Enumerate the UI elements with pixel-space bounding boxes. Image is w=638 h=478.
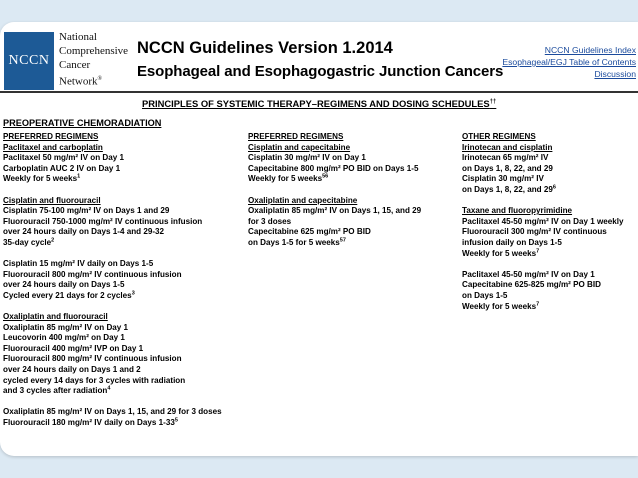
- regimen-block: [462, 206, 624, 259]
- dosing-text: Fluorouracil 800 mg/m² IV continuous infusion: [3, 269, 182, 279]
- dosing-text: Fluorouracil 180 mg/m² IV daily on Days 1-33: [3, 418, 175, 428]
- logo-wordmark: [59, 30, 128, 89]
- dosing-line: [248, 238, 421, 249]
- dosing-line: [3, 270, 222, 281]
- dosing-line: [3, 344, 222, 355]
- dosing-line: [3, 291, 222, 302]
- dosing-text: Paclitaxel 45-50 mg/m² IV on Day 1 weekly: [462, 216, 624, 226]
- column-heading: OTHER REGIMENS: [462, 132, 536, 141]
- dosing-line: [462, 153, 624, 164]
- regimen-block: [3, 196, 222, 249]
- dosing-text: on Days 1-5: [462, 290, 508, 300]
- dosing-text: Weekly for 5 weeks: [462, 301, 537, 311]
- dosing-line: [3, 376, 222, 387]
- dosing-line: [3, 280, 222, 291]
- regimen-block: [248, 196, 421, 249]
- dosing-text: Cisplatin 75-100 mg/m² IV on Days 1 and 29: [3, 206, 170, 216]
- footnote-ref: 4: [107, 385, 111, 392]
- dosing-line: [248, 174, 421, 185]
- dosing-text: Weekly for 5 weeks: [462, 248, 537, 258]
- dosing-text: Fluorouracil 800 mg/m² IV continuous infusion: [3, 354, 182, 364]
- registered-mark: ®: [97, 76, 103, 82]
- dosing-line: [3, 354, 222, 365]
- logo-line: Cancer: [59, 59, 91, 71]
- footnote-ref: 6: [552, 184, 556, 191]
- regimen-column-2: [248, 132, 421, 259]
- dosing-line: [462, 174, 624, 185]
- dosing-text: over 24 hours daily on Days 1-4 and 29-32: [3, 227, 165, 237]
- logo-line: Comprehensive: [59, 45, 129, 57]
- dosing-line: [462, 227, 624, 238]
- section-title-text: PRINCIPLES OF SYSTEMIC THERAPY–REGIMENS AND DOSING SCHEDULES: [142, 98, 490, 109]
- dosing-line: [3, 153, 222, 164]
- dosing-text: Cisplatin 30 mg/m² IV: [462, 174, 544, 184]
- dosing-text: Weekly for 5 weeks: [248, 174, 323, 184]
- dosing-text: Irinotecan 65 mg/m² IV: [462, 153, 549, 163]
- regimen-name: Paclitaxel and carboplatin: [3, 142, 103, 152]
- footnote-ref: 2: [51, 237, 55, 244]
- regimen-column-1: [3, 132, 222, 439]
- nav-links: [502, 44, 636, 80]
- regimen-name: Oxaliplatin and capecitabine: [248, 195, 358, 205]
- logo-abbr: NCCN: [8, 53, 50, 68]
- dosing-text: Paclitaxel 50 mg/m² IV on Day 1: [3, 153, 125, 163]
- footnote-ref: 5: [174, 417, 178, 424]
- dosing-text: Carboplatin AUC 2 IV on Day 1: [3, 163, 121, 173]
- dosing-text: Weekly for 5 weeks: [3, 174, 78, 184]
- dosing-line: [3, 206, 222, 217]
- dosing-text: infusion daily on Days 1-5: [462, 237, 562, 247]
- regimen-block: [3, 407, 222, 428]
- dosing-text: over 24 hours daily on Days 1-5: [3, 280, 125, 290]
- dosing-text: Capecitabine 800 mg/m² PO BID on Days 1-5: [248, 163, 419, 173]
- dosing-line: [462, 217, 624, 228]
- section-title: [142, 98, 496, 109]
- dosing-line: [3, 333, 222, 344]
- regimen-column-3: [462, 132, 624, 323]
- dosing-line: [3, 238, 222, 249]
- guideline-version-title: NCCN Guidelines Version 1.2014: [137, 39, 393, 57]
- regimen-name: Cisplatin and capecitabine: [248, 142, 351, 152]
- dosing-line: [3, 174, 222, 185]
- dosing-line: [3, 407, 222, 418]
- regimen-name: Taxane and fluoropyrimidine: [462, 206, 573, 216]
- dosing-line: [3, 217, 222, 228]
- dosing-line: [462, 291, 624, 302]
- dosing-text: Leucovorin 400 mg/m² on Day 1: [3, 333, 125, 343]
- column-heading: PREFERRED REGIMENS: [3, 132, 99, 141]
- dosing-text: Fluorouracil 300 mg/m² IV continuous: [462, 227, 607, 237]
- dosing-line: [462, 270, 624, 281]
- dosing-text: Cycled every 21 days for 2 cycles: [3, 290, 132, 300]
- dosing-line: [3, 386, 222, 397]
- footnote-ref: 3: [131, 290, 135, 297]
- dosing-text: on Days 1-5 for 5 weeks: [248, 237, 340, 247]
- dosing-text: Oxaliplatin 85 mg/m² IV on Days 1, 15, and 29 for 3 doses: [3, 407, 222, 417]
- dosing-line: [3, 259, 222, 270]
- logo-line: Network: [59, 75, 98, 88]
- dosing-text: for 3 doses: [248, 216, 292, 226]
- logo-line: National: [59, 31, 97, 43]
- regimen-block: [462, 270, 624, 312]
- footnote-ref: 7: [536, 300, 540, 307]
- footnote-ref: 56: [322, 173, 329, 180]
- dosing-text: Cisplatin 15 mg/m² IV daily on Days 1-5: [3, 259, 154, 269]
- dosing-text: on Days 1, 8, 22, and 29: [462, 163, 553, 173]
- dosing-line: [462, 249, 624, 260]
- dosing-text: Paclitaxel 45-50 mg/m² IV on Day 1: [462, 269, 595, 279]
- dosing-text: 35-day cycle: [3, 237, 52, 247]
- regimen-name: Oxaliplatin and fluorouracil: [3, 312, 108, 322]
- dosing-line: [248, 153, 421, 164]
- dosing-line: [248, 217, 421, 228]
- dosing-text: Fluorouracil 400 mg/m² IVP on Day 1: [3, 343, 144, 353]
- dosing-line: [3, 418, 222, 429]
- regimen-name: Irinotecan and cisplatin: [462, 142, 553, 152]
- dosing-line: [248, 227, 421, 238]
- dosing-line: [3, 323, 222, 334]
- dosing-line: [248, 164, 421, 175]
- dosing-text: Oxaliplatin 85 mg/m² IV on Days 1, 15, and 29: [248, 206, 422, 216]
- footnote-ref: 57: [339, 237, 346, 244]
- dosing-text: Capecitabine 625-825 mg/m² PO BID: [462, 280, 601, 290]
- dosing-line: [462, 302, 624, 313]
- dosing-text: and 3 cycles after radiation: [3, 386, 108, 396]
- regimen-name: Cisplatin and fluorouracil: [3, 195, 101, 205]
- link-guidelines-index[interactable]: NCCN Guidelines Index: [544, 45, 636, 55]
- regimen-block: [248, 143, 421, 185]
- logo-line-last: [59, 72, 128, 89]
- dosing-line: [462, 280, 624, 291]
- guideline-page: [0, 22, 638, 456]
- regimen-block: [3, 312, 222, 397]
- regimen-block: [3, 259, 222, 301]
- link-table-of-contents[interactable]: Esophageal/EGJ Table of Contents: [502, 57, 636, 67]
- preoperative-subhead: PREOPERATIVE CHEMORADIATION: [3, 118, 162, 128]
- dosing-line: [248, 206, 421, 217]
- dosing-text: over 24 hours daily on Days 1 and 2: [3, 365, 141, 375]
- footnote-ref: 7: [536, 247, 540, 254]
- dosing-line: [462, 238, 624, 249]
- dosing-text: Fluorouracil 750-1000 mg/m² IV continuous infusion: [3, 216, 203, 226]
- column-heading: PREFERRED REGIMENS: [248, 132, 344, 141]
- nccn-logo: [4, 32, 54, 90]
- link-discussion[interactable]: Discussion: [594, 69, 636, 79]
- dosing-text: Capecitabine 625 mg/m² PO BID: [248, 227, 371, 237]
- guideline-topic-title: Esophageal and Esophagogastric Junction Cancers: [137, 63, 504, 80]
- footnote-ref: 1: [77, 173, 81, 180]
- header-divider: [0, 91, 638, 93]
- dosing-text: on Days 1, 8, 22, and 29: [462, 184, 553, 194]
- regimen-block: [462, 143, 624, 196]
- dosing-line: [462, 164, 624, 175]
- section-title-footnote: ††: [489, 98, 497, 105]
- dosing-line: [462, 185, 624, 196]
- dosing-text: Cisplatin 30 mg/m² IV on Day 1: [248, 153, 366, 163]
- dosing-line: [3, 365, 222, 376]
- dosing-line: [3, 227, 222, 238]
- dosing-line: [3, 164, 222, 175]
- regimen-block: [3, 143, 222, 185]
- dosing-text: Oxaliplatin 85 mg/m² IV on Day 1: [3, 322, 129, 332]
- dosing-text: cycled every 14 days for 3 cycles with radiation: [3, 375, 186, 385]
